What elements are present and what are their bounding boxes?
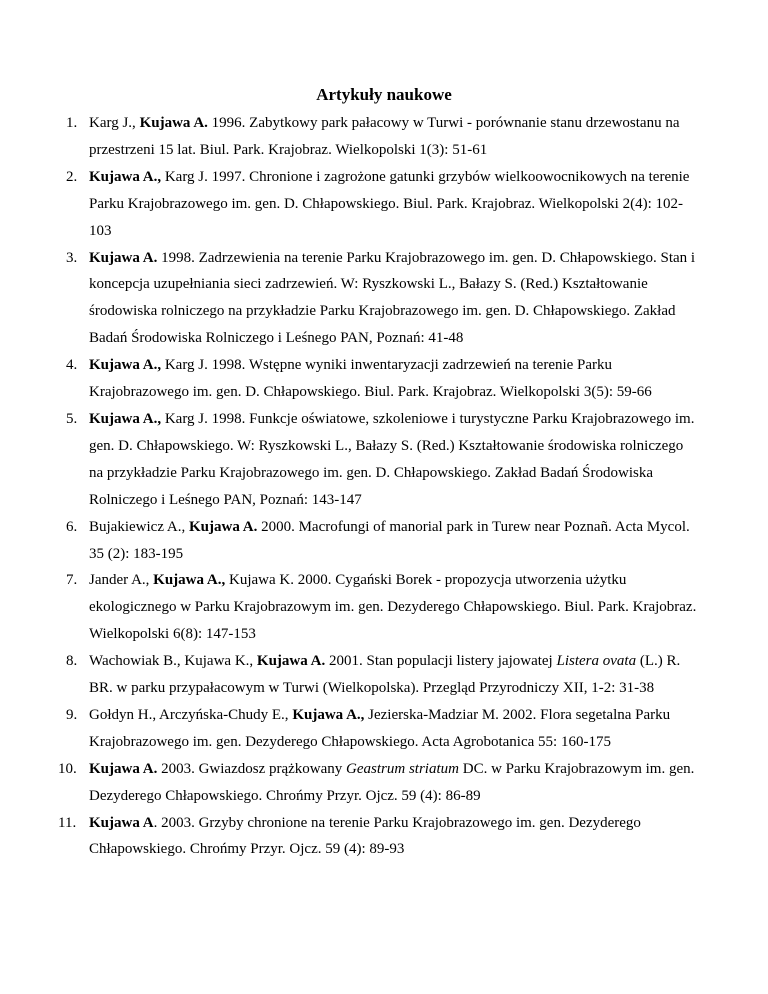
reference-text-run: (L.) R. BR. w parku przypałacowym w Turwi (Wielkopolska). Przegląd Przyrodniczy XII, 1-2: 31-38 — [89, 653, 681, 697]
reference-text — [89, 648, 698, 702]
reference-item — [66, 567, 698, 648]
reference-list — [58, 110, 698, 863]
reference-text — [89, 756, 698, 810]
reference-text — [89, 164, 698, 245]
reference-item — [66, 514, 698, 568]
reference-item — [58, 810, 698, 864]
reference-number: 9. — [66, 706, 78, 723]
reference-number: 6. — [66, 518, 78, 535]
author-highlight: Kujawa A. — [89, 249, 158, 266]
author-highlight: Kujawa A., — [153, 572, 226, 589]
species-name: Listera ovata — [556, 653, 637, 670]
reference-text — [89, 245, 698, 353]
reference-text-run: Jezierska-Madziar M. 2002. Flora segetalna Parku Krajobrazowego im. gen. Dezyderego Chłapowskiego. Acta Agrobotanica 55: 160-175 — [89, 706, 671, 750]
reference-item — [58, 756, 698, 810]
reference-number: 10. — [58, 760, 77, 777]
reference-text-run: . 2003. Grzyby chronione na terenie Parku Krajobrazowego im. gen. Dezyderego Chłapowskiego. Chrońmy Przyr. Ojcz. 59 (4): 89-93 — [89, 814, 641, 858]
reference-text — [89, 110, 698, 164]
reference-text — [89, 514, 698, 568]
reference-number: 2. — [66, 168, 78, 185]
reference-text-run: DC. w Parku Krajobrazowym im. gen. Dezyderego Chłapowskiego. Chrońmy Przyr. Ojcz. 59 (4): 86-89 — [89, 760, 695, 804]
reference-text-run: 2001. Stan populacji listery jajowatej — [325, 653, 557, 670]
reference-text-run: 2000. Macrofungi of manorial park in Turew near Poznañ. Acta Mycol. 35 (2): 183-195 — [89, 518, 690, 562]
reference-text — [89, 406, 698, 514]
author-highlight: Kujawa A., — [89, 410, 162, 427]
reference-text-run: Karg J., — [89, 115, 140, 131]
author-highlight: Kujawa A., — [89, 168, 162, 185]
reference-item — [66, 702, 698, 756]
reference-text — [89, 567, 698, 648]
author-highlight: Kujawa A. — [139, 115, 208, 131]
reference-text-run: Karg J. 1998. Funkcje oświatowe, szkoleniowe i turystyczne Parku Krajobrazowego im. gen. D. Chłapowskiego. W: Ryszkowski L., Bałazy S. (Red.) Kształtowanie środowiska rolniczego na przykładzie Parku Krajobrazowego im. gen. D. Chłapowskiego. Zakład Badań Środowiska Rolniczego i Leśnego PAN, Poznań: 143-147 — [89, 410, 695, 508]
reference-text-run: 2003. Gwiazdosz prążkowany — [157, 760, 347, 777]
reference-text-run: Bujakiewicz A., — [89, 518, 189, 535]
reference-text-run: Karg J. 1997. Chronione i zagrożone gatunki grzybów wielkoowocnikowych na terenie Parku Krajobrazowego im. gen. D. Chłapowskiego. Biul. Park. Krajobraz. Wielkopolski 2(4): 102-103 — [89, 168, 690, 239]
reference-text-run: Jander A., — [89, 572, 154, 589]
reference-number: 8. — [66, 653, 78, 670]
reference-number: 1. — [66, 115, 78, 131]
reference-text — [89, 702, 698, 756]
author-highlight: Kujawa A. — [89, 760, 158, 777]
species-name: Geastrum striatum — [346, 760, 459, 777]
author-highlight: Kujawa A — [89, 814, 154, 831]
reference-text-run: Karg J. 1998. Wstępne wyniki inwentaryzacji zadrzewień na terenie Parku Krajobrazowego im. gen. D. Chłapowskiego. Biul. Park. Krajobraz. Wielkopolski 3(5): 59-66 — [89, 357, 652, 401]
author-highlight: Kujawa A. — [188, 518, 258, 535]
reference-number: 11. — [58, 814, 77, 831]
reference-number: 5. — [66, 410, 78, 427]
reference-number: 3. — [66, 249, 78, 266]
reference-number: 7. — [66, 572, 78, 589]
reference-item — [66, 352, 698, 406]
author-highlight: Kujawa A., — [89, 357, 162, 374]
reference-text-run: Gołdyn H., Arczyńska-Chudy E., — [89, 706, 293, 723]
page-title: Artykuły naukowe — [316, 85, 452, 104]
reference-item — [66, 406, 698, 514]
reference-item — [66, 648, 698, 702]
reference-item — [66, 245, 698, 353]
reference-text — [89, 810, 698, 864]
reference-item — [66, 110, 698, 164]
reference-number: 4. — [66, 357, 78, 374]
reference-text-run: 1998. Zadrzewienia na terenie Parku Krajobrazowego im. gen. D. Chłapowskiego. Stan i koncepcja uzupełniania sieci zadrzewień. W: Ryszkowski L., Bałazy S. (Red.) Kształtowanie środowiska rolniczego na przykładzie Parku Krajobrazowego im. gen. D. Chłapowskiego. Zakład Badań Środowiska Rolniczego i Leśnego PAN, Poznań: 41-48 — [89, 249, 696, 347]
reference-text-run: Wachowiak B., Kujawa K., — [89, 653, 257, 670]
reference-text-run: 1996. Zabytkowy park pałacowy w Turwi - porównanie stanu drzewostanu na przestrzeni 15 lat. Biul. Park. Krajobraz. Wielkopolski 1(3): 51-61 — [89, 115, 680, 158]
reference-text-run: Kujawa K. 2000. Cygański Borek - propozycja utworzenia użytku ekologicznego w Parku Krajobrazowym im. gen. Dezyderego Chłapowskiego. Biul. Park. Krajobraz. Wielkopolski 6(8): 147-153 — [89, 572, 697, 643]
reference-item — [66, 164, 698, 245]
reference-text — [89, 352, 698, 406]
author-highlight: Kujawa A., — [292, 706, 365, 723]
author-highlight: Kujawa A. — [256, 653, 326, 670]
